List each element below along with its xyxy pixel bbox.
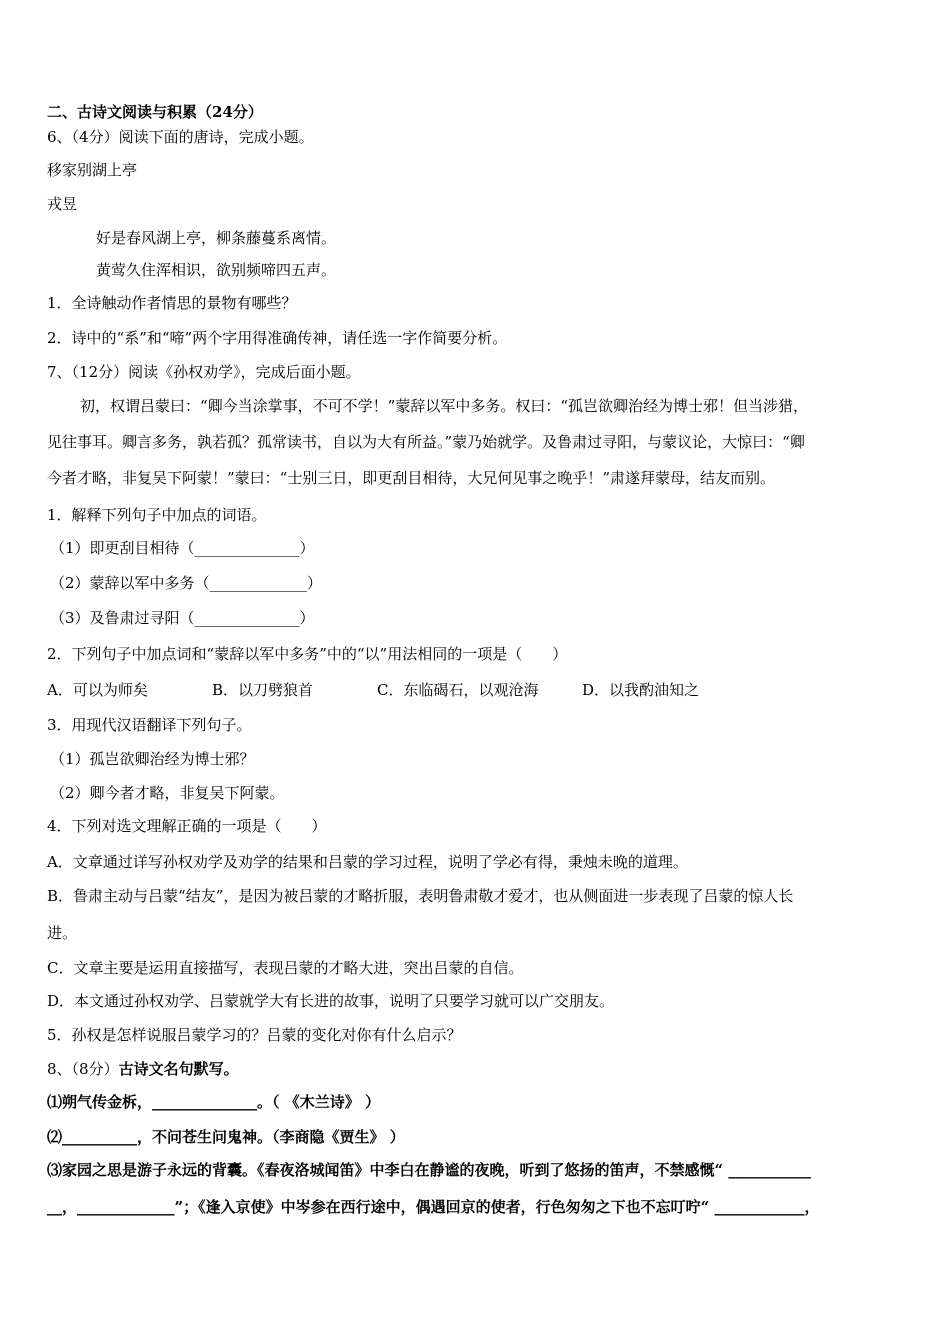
q8-line-3a: ⑶家园之思是游子永远的背囊。《春夜洛城闻笛》中李白在静谧的夜晚，听到了悠扬的笛声，不禁感慨“ ___________: [47, 1161, 811, 1179]
s2-option-d: D．以我酌油知之: [582, 681, 700, 699]
q7-sub-1c: （3）及鲁肃过寻阳（______________）: [50, 609, 315, 627]
s4-option-b-line-2: 进。: [47, 924, 78, 942]
q8-line-3b: __，_____________”；《逢入京使》中岑参在西行途中，偶遇回京的使者，行色匆匆之下也不忘叮咛“ ____________，: [47, 1198, 820, 1216]
q7-sub-3: 3．用现代汉语翻译下列句子。: [47, 716, 252, 734]
section-heading: 二、古诗文阅读与积累（24分）: [47, 103, 263, 121]
s2-option-a: A．可以为师矣: [47, 681, 148, 699]
q7-sub-1b: （2）蒙辞以军中多务（_____________）: [50, 574, 323, 592]
s2-option-b: B．以刀劈狼首: [212, 681, 314, 699]
s4-option-a: A．文章通过详写孙权劝学及劝学的结果和吕蒙的学习过程，说明了学必有得，秉烛未晚的道理。: [47, 853, 688, 871]
q7-sub-2: 2．下列句子中加点词和“蒙辞以军中多务”中的“以”用法相同的一项是（ ）: [47, 645, 568, 663]
q8-line-1: ⑴朔气传金柝，______________。（ 《木兰诗》 ）: [47, 1093, 380, 1111]
s2-option-c: C．东临碣石，以观沧海: [377, 681, 539, 699]
passage-line-2: 见往事耳。卿言多务，孰若孤？孤常读书，自以为大有所益。”蒙乃始就学。及鲁肃过寻阳，与蒙议论，大惊曰：“卿: [47, 433, 805, 451]
q8-intro-prefix: 8、（8分）: [47, 1060, 119, 1078]
q6-sub-1: 1．全诗触动作者情思的景物有哪些？: [47, 294, 297, 312]
q6-intro: 6、（4分）阅读下面的唐诗，完成小题。: [47, 128, 314, 146]
q8-line-2: ⑵__________，不问苍生问鬼神。（李商隐《贾生》 ）: [47, 1128, 405, 1146]
q8-intro: [47, 1059, 239, 1079]
poem-author: 戎昱: [47, 195, 78, 213]
poem-line-1: 好是春风湖上亭，柳条藤蔓系离情。: [96, 229, 337, 247]
q8-intro-title: 古诗文名句默写。: [118, 1060, 239, 1078]
q6-sub-2: 2．诗中的“系”和“啼”两个字用得准确传神，请任选一字作简要分析。: [47, 329, 508, 347]
q7-sub-3b: （2）卿今者才略，非复吴下阿蒙。: [50, 784, 285, 802]
q7-sub-3a: （1）孤岂欲卿治经为博士邪？: [50, 750, 255, 768]
s4-option-c: C．文章主要是运用直接描写，表现吕蒙的才略大进，突出吕蒙的自信。: [47, 959, 524, 977]
q7-sub-1: 1．解释下列句子中加点的词语。: [47, 506, 267, 524]
q7-sub-1a: （1）即更刮目相待（______________）: [50, 539, 315, 557]
poem-line-2: 黄莺久住浑相识，欲别频啼四五声。: [96, 261, 337, 279]
passage-line-1: 初，权谓吕蒙曰：“卿今当涂掌事，不可不学！”蒙辞以军中多务。权曰：“孤岂欲卿治经为博士邪！但当涉猎，: [80, 397, 809, 415]
q7-sub-5: 5．孙权是怎样说服吕蒙学习的？吕蒙的变化对你有什么启示？: [47, 1026, 462, 1044]
s4-option-b-line-1: B．鲁肃主动与吕蒙“结友”，是因为被吕蒙的才略折服，表明鲁肃敬才爱才，也从侧面进一步表现了吕蒙的惊人长: [47, 887, 794, 905]
q7-sub-4: 4．下列对选文理解正确的一项是（ ）: [47, 817, 327, 835]
passage-line-3: 今者才略，非复吴下阿蒙！”蒙曰：“士别三日，即更刮目相待，大兄何见事之晚乎！”肃遂拜蒙母，结友而别。: [47, 469, 776, 487]
poem-title: 移家别湖上亭: [47, 161, 138, 179]
q7-intro: 7、（12分）阅读《孙权劝学》，完成后面小题。: [47, 363, 361, 381]
s4-option-d: D．本文通过孙权劝学、吕蒙就学大有长进的故事，说明了只要学习就可以广交朋友。: [47, 992, 615, 1010]
